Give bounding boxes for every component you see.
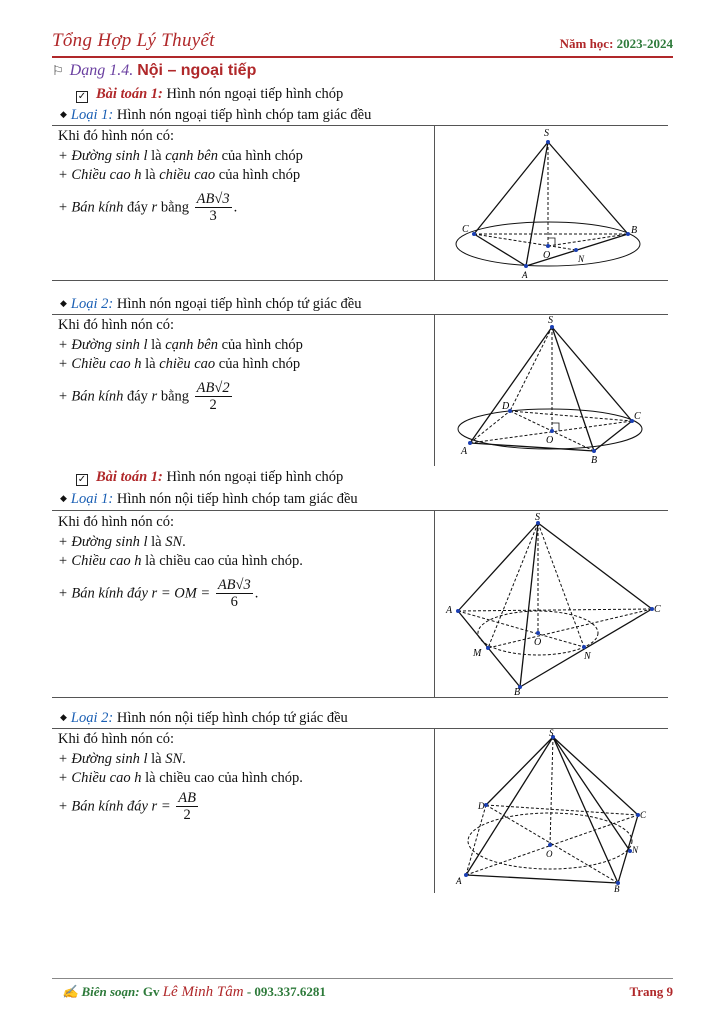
type-text: Hình nón nội tiếp hình chóp tứ giác đều — [116, 710, 348, 726]
figure-cone-inscribed-triangular — [440, 511, 668, 697]
section-title — [52, 60, 256, 80]
radius-line — [58, 381, 430, 413]
height-line — [58, 552, 430, 572]
term: + Bán kính đáy — [58, 584, 148, 601]
block-bottom-rule — [52, 280, 668, 281]
fraction-denominator: 3 — [209, 207, 217, 224]
label-n: N — [632, 845, 639, 855]
block-divider — [434, 511, 435, 697]
problem-text: Hình nón ngoại tiếp hình chóp — [166, 86, 344, 102]
page-number: Trang 9 — [629, 984, 673, 999]
intro-line: Khi đó hình nón có: — [58, 731, 174, 747]
type-label: Loại 1: — [70, 107, 114, 123]
word: là — [145, 167, 156, 183]
var-l: l — [143, 336, 148, 353]
fraction-denominator: 2 — [209, 396, 217, 413]
flag-icon: ⚐ — [52, 64, 64, 79]
pen-icon: ✍ — [62, 984, 79, 999]
footer-phone: - 093.337.6281 — [246, 984, 326, 999]
radius-expression: r = OM = — [151, 584, 211, 601]
figure-cone-circumscribed-triangular — [440, 126, 668, 280]
type-label: Loại 2: — [70, 296, 114, 312]
checkbox-icon: ✓ — [77, 474, 87, 485]
term: SN — [165, 533, 183, 550]
term: + Chiều cao — [58, 770, 131, 786]
intro-line: Khi đó hình nón có: — [58, 128, 174, 144]
block-divider — [434, 729, 435, 893]
generatrix-line — [58, 533, 430, 553]
label-n: N — [584, 651, 591, 662]
problem-heading-2 — [76, 469, 343, 486]
label-b: B — [614, 884, 620, 893]
type-heading-4 — [60, 710, 348, 727]
term: + Chiều cao — [58, 553, 131, 569]
word: là — [151, 147, 162, 164]
type-heading-1 — [60, 107, 371, 124]
fraction-numerator: AB√3 — [196, 190, 230, 207]
problem-label: Bài toán 1: — [96, 86, 163, 102]
diamond-bullet-icon: ◆ — [60, 712, 67, 722]
radius-fraction — [216, 578, 253, 610]
word: đáy — [126, 387, 148, 404]
term: + Bán kính đáy — [58, 797, 148, 814]
generatrix-line — [58, 336, 430, 356]
word: . — [254, 584, 259, 601]
label-a: A — [461, 446, 468, 457]
height-line — [58, 769, 430, 789]
term: + Đường sinh — [58, 750, 140, 767]
problem-text: Hình nón ngoại tiếp hình chóp — [166, 469, 344, 485]
label-c: C — [640, 810, 647, 820]
fraction-denominator: 6 — [230, 593, 238, 610]
radius-fraction — [176, 791, 198, 823]
label-c: C — [462, 224, 469, 235]
term: + Đường sinh — [58, 533, 140, 550]
figure-cone-circumscribed-square — [440, 315, 668, 466]
label-m: M — [473, 648, 482, 659]
type-label: Loại 2: — [70, 710, 114, 726]
term: + Chiều cao — [58, 356, 131, 372]
term: chiều cao — [159, 356, 216, 372]
word: của hình chóp — [218, 167, 301, 183]
header-title: Tổng Hợp Lý Thuyết — [52, 30, 215, 51]
footer-prefix: Biên soạn: — [81, 984, 140, 999]
fraction-denominator: 2 — [183, 806, 191, 823]
diamond-bullet-icon: ◆ — [60, 109, 67, 119]
footer-gv: Gv — [142, 984, 160, 999]
word: là chiều cao của hình chóp. — [145, 553, 303, 569]
var-h: h — [134, 356, 142, 372]
type-text: Hình nón nội tiếp hình chóp tam giác đều — [116, 491, 358, 507]
radius-expression: r = — [151, 797, 171, 814]
generatrix-line — [58, 147, 430, 167]
label-o: O — [534, 637, 542, 648]
school-year — [560, 36, 673, 52]
word: bằng — [160, 387, 190, 404]
height-line — [58, 355, 430, 375]
label-o: O — [543, 250, 551, 261]
term: + Bán kính — [58, 387, 124, 404]
checkbox-icon: ✓ — [77, 91, 87, 102]
label-d: D — [502, 401, 510, 412]
section-prefix: Dạng 1.4. — [69, 62, 134, 79]
block-divider — [434, 126, 435, 280]
year-label: Năm học: — [559, 36, 614, 51]
type-heading-3 — [60, 491, 358, 508]
problem-heading-1 — [76, 86, 343, 103]
problem-label: Bài toán 1: — [96, 469, 163, 485]
term: chiều cao — [159, 167, 216, 183]
word: . — [182, 533, 186, 550]
var-r: r — [151, 387, 158, 404]
word: của hình chóp — [221, 147, 303, 164]
label-s: S — [549, 729, 554, 738]
label-n: N — [578, 254, 585, 264]
fraction-numerator: AB√2 — [196, 379, 230, 396]
footer-divider — [52, 978, 673, 979]
type-heading-2 — [60, 296, 362, 313]
year-value: 2023-2024 — [616, 36, 673, 51]
section-heading: Nội – ngoại tiếp — [137, 62, 257, 79]
word: là — [151, 336, 162, 353]
var-l: l — [143, 533, 148, 550]
label-a: A — [446, 605, 453, 616]
type-label: Loại 1: — [70, 491, 114, 507]
label-o: O — [546, 849, 553, 859]
word: bằng — [160, 198, 190, 215]
radius-fraction — [195, 192, 232, 224]
label-b: B — [514, 687, 521, 697]
figure-cone-inscribed-square — [440, 729, 668, 893]
word: là — [145, 356, 156, 372]
intro-line: Khi đó hình nón có: — [58, 317, 174, 333]
label-s: S — [535, 512, 540, 523]
type-text: Hình nón ngoại tiếp hình chóp tam giác đều — [116, 107, 372, 123]
term: + Bán kính — [58, 198, 124, 215]
label-a: A — [456, 876, 462, 886]
var-h: h — [134, 167, 142, 183]
block-text-2 — [58, 316, 430, 413]
radius-line — [58, 192, 430, 224]
fraction-numerator: AB — [178, 789, 196, 806]
radius-line — [58, 578, 430, 610]
label-a: A — [522, 270, 528, 280]
var-l: l — [143, 750, 148, 767]
height-line — [58, 166, 430, 186]
word: là — [151, 750, 162, 767]
block-text-4 — [58, 730, 430, 823]
intro-line: Khi đó hình nón có: — [58, 514, 174, 530]
var-l: l — [143, 147, 148, 164]
var-r: r — [151, 198, 158, 215]
term: cạnh bên — [165, 336, 218, 353]
generatrix-line — [58, 750, 430, 770]
label-s: S — [548, 315, 553, 326]
term: + Đường sinh — [58, 336, 140, 353]
radius-fraction — [195, 381, 232, 413]
label-b: B — [631, 225, 638, 236]
label-c: C — [654, 604, 661, 615]
footer-author: Lê Minh Tâm — [162, 984, 244, 1000]
word: của hình chóp — [218, 356, 301, 372]
block-divider — [434, 315, 435, 466]
radius-line — [58, 791, 430, 823]
term: + Đường sinh — [58, 147, 140, 164]
word: là — [151, 533, 162, 550]
diamond-bullet-icon: ◆ — [60, 493, 67, 503]
term: cạnh bên — [165, 147, 218, 164]
footer-credit — [62, 984, 326, 1001]
var-h: h — [134, 553, 142, 569]
word: . — [182, 750, 186, 767]
var-h: h — [134, 770, 142, 786]
word: đáy — [126, 198, 148, 215]
word: là chiều cao của hình chóp. — [145, 770, 303, 786]
term: + Chiều cao — [58, 167, 131, 183]
label-s: S — [544, 128, 549, 139]
header-divider — [52, 56, 673, 58]
block-bottom-rule — [52, 697, 668, 698]
type-text: Hình nón ngoại tiếp hình chóp tứ giác đều — [116, 296, 362, 312]
block-text-3 — [58, 513, 430, 610]
fraction-numerator: AB√3 — [217, 576, 251, 593]
label-o: O — [546, 435, 554, 446]
word: . — [233, 198, 238, 215]
word: của hình chóp — [221, 336, 303, 353]
term: SN — [165, 750, 183, 767]
block-text-1 — [58, 127, 430, 224]
label-d: D — [478, 801, 485, 811]
label-c: C — [634, 411, 641, 422]
label-b: B — [591, 455, 598, 466]
diamond-bullet-icon: ◆ — [60, 298, 67, 308]
